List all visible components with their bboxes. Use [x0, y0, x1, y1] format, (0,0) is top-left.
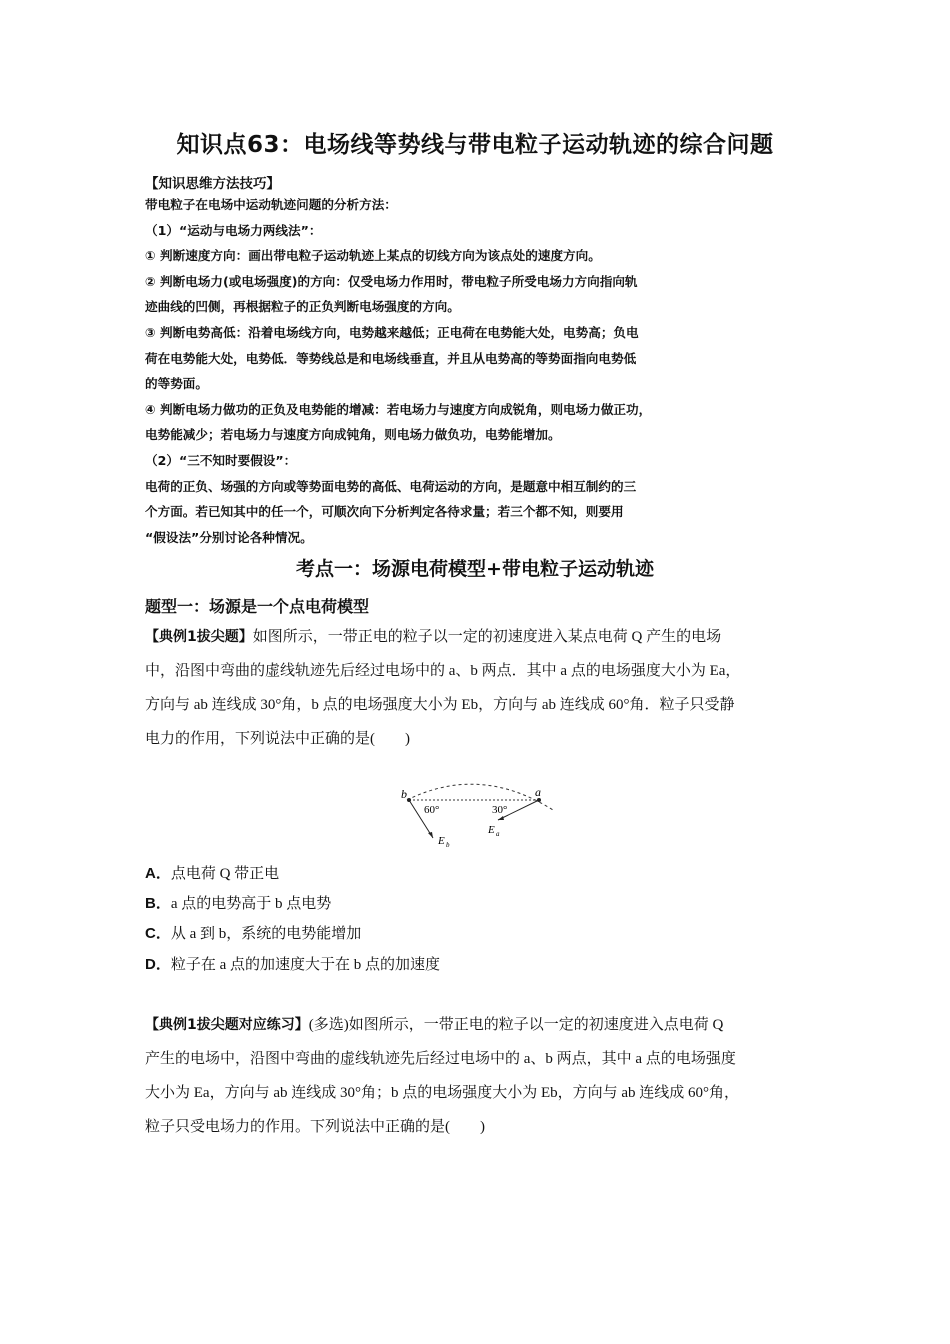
question-type-heading: 题型一：场源是一个点电荷模型 — [145, 597, 370, 616]
example-1-stem — [145, 620, 817, 756]
intro-line: 电荷的正负、场强的方向或等势面电势的高低、电荷运动的方向，是题意中相互制约的三 — [145, 478, 637, 494]
example-2-line: 粒子只受电场力的作用。下列说法中正确的是( ) — [145, 1119, 485, 1135]
angle-b-label: 60° — [424, 804, 440, 816]
example-1-line: 电力的作用，下列说法中正确的是( ) — [145, 731, 410, 747]
angle-a-label: 30° — [492, 804, 508, 816]
eb-label: E — [438, 835, 445, 847]
example-2-line: 大小为 Ea，方向与 ab 连线成 30°角；b 点的电场强度大小为 Eb，方向与 ab 连线成 60°角， — [145, 1085, 740, 1101]
example-2-label: 【典例1拔尖题对应练习】 — [145, 1017, 309, 1033]
ea-sub: a — [496, 830, 500, 838]
intro-line: ③ 判断电势高低：沿着电场线方向，电势越来越低；正电荷在电势能大处，电势高；负电 — [145, 324, 639, 340]
example-1-line: 中，沿图中弯曲的虚线轨迹先后经过电场中的 a、b 两点．其中 a 点的电场强度大小为 Ea， — [145, 663, 741, 679]
label-b: b — [401, 787, 407, 801]
trajectory-figure — [395, 782, 565, 852]
example-2-line: 产生的电场中，沿图中弯曲的虚线轨迹先后经过电场中的 a、b 两点，其中 a 点的电场强度 — [145, 1051, 736, 1067]
intro-line: （2）“三不知时要假设”： — [145, 452, 297, 468]
example-1-line: 如图所示，一带正电的粒子以一定的初速度进入某点电荷 Q 产生的电场 — [252, 629, 722, 645]
intro-line: 个方面。若已知其中的任一个，可顺次向下分析判定各待求量；若三个都不知，则要用 — [145, 504, 624, 520]
example-1-label: 【典例1拔尖题】 — [145, 629, 253, 645]
example-2-stem — [145, 1008, 817, 1144]
intro-line: 电势能减少；若电场力与速度方向成钝角，则电场力做负功，电势能增加。 — [145, 427, 561, 443]
eb-arrowhead — [428, 832, 433, 838]
intro-line: ① 判断速度方向：画出带电粒子运动轨迹上某点的切线方向为该点处的速度方向。 — [145, 248, 601, 264]
intro-line: ④ 判断电场力做功的正负及电势能的增减：若电场力与速度方向成锐角，则电场力做正功， — [145, 401, 652, 417]
ea-arrowhead — [498, 816, 504, 820]
label-a: a — [535, 785, 541, 799]
page-title: 知识点63：电场线等势线与带电粒子运动轨迹的综合问题 — [176, 132, 774, 158]
ea-label: E — [488, 824, 495, 836]
option-a: A．点电荷 Q 带正电 — [145, 865, 280, 882]
option-c: C．从 a 到 b，系统的电势能增加 — [145, 925, 362, 942]
point-b — [407, 798, 411, 802]
intro-line: （1）“运动与电场力两线法”： — [145, 222, 322, 238]
example-2-line: (多选)如图所示，一带正电的粒子以一定的初速度进入点电荷 Q — [308, 1017, 724, 1033]
intro-line: 迹曲线的凹侧，再根据粒子的正负判断电场强度的方向。 — [145, 299, 460, 315]
intro-line: “假设法”分别讨论各种情况。 — [145, 529, 313, 545]
intro-body — [145, 192, 825, 550]
intro-heading: 【知识思维方法技巧】 — [145, 176, 280, 192]
eb-sub: b — [446, 841, 450, 849]
intro-line: 带电粒子在电场中运动轨迹问题的分析方法： — [145, 197, 397, 212]
intro-line: 的等势面。 — [145, 376, 208, 392]
example-1-line: 方向与 ab 连线成 30°角，b 点的电场强度大小为 Eb，方向与 ab 连线成 60°角．粒子只受静 — [145, 697, 735, 713]
option-d: D．粒子在 a 点的加速度大于在 b 点的加速度 — [145, 956, 441, 973]
option-b: B．a 点的电势高于 b 点电势 — [145, 895, 332, 912]
section-heading: 考点一：场源电荷模型+带电粒子运动轨迹 — [296, 558, 654, 580]
intro-line: 荷在电势能大处，电势低．等势线总是和电场线垂直，并且从电势高的等势面指向电势低 — [145, 350, 637, 366]
intro-line: ② 判断电场力(或电场强度)的方向：仅受电场力作用时，带电粒子所受电场力方向指向轨 — [145, 273, 638, 289]
